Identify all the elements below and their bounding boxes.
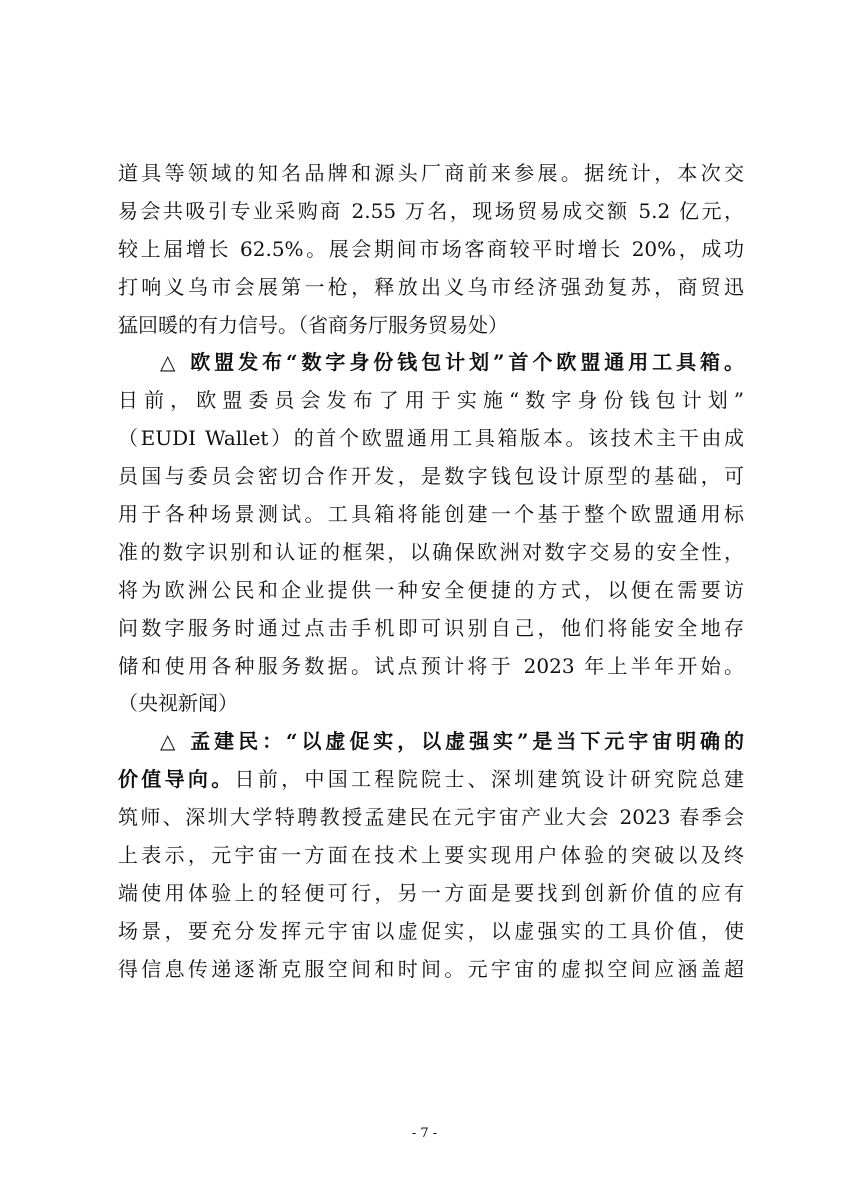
text-line [118,572,744,610]
text-line [118,913,744,951]
text-line [118,951,744,989]
line-text: 端使用体验上的轻便可行，另一方面是要找到创新价值的应有 [118,880,744,905]
line-text: 员国与委员会密切合作开发，是数字钱包设计原型的基础，可 [118,464,744,489]
text-line [118,496,744,534]
text-line [118,382,744,420]
line-text: 将为欧洲公民和企业提供一种安全便捷的方式，以便在需要访 [118,577,744,602]
line-text: 打响义乌市会展第一枪，释放出义乌市经济强劲复苏，商贸迅 [118,274,744,299]
text-line [118,723,744,761]
line-text: （EUDI Wallet）的首个欧盟通用工具箱版本。该技术主干由成 [118,426,744,451]
text-line [118,875,744,913]
text-line [118,458,744,496]
line-text: 上表示，元宇宙一方面在技术上要实现用户体验的突破以及终 [118,843,744,868]
text-line [118,648,744,686]
text-line [118,610,744,648]
text-line [118,534,744,572]
line-text: 储和使用各种服务数据。试点预计将于 2023 年上半年开始。 [118,653,744,678]
bold-heading-text: △ 孟建民：“以虚促实，以虚强实”是当下元宇宙明确的 [160,729,744,754]
text-line [118,685,744,723]
line-text: 得信息传递逐渐克服空间和时间。元宇宙的虚拟空间应涵盖超 [118,956,744,981]
line-text: 用于各种场景测试。工具箱将能创建一个基于整个欧盟通用标 [118,502,744,527]
line-text: 筑师、深圳大学特聘教授孟建民在元宇宙产业大会 2023 春季会 [118,805,744,830]
text-line [118,231,744,269]
line-text: 猛回暖的有力信号。（省商务厅服务贸易处） [118,312,508,337]
line-text: 问数字服务时通过点击手机即可识别自己，他们将能安全地存 [118,615,744,640]
text-line [118,193,744,231]
text-line [118,761,744,799]
page-number: - 7 - [411,1126,438,1141]
text-line [118,799,744,837]
text-line [118,307,744,345]
text-line [118,269,744,307]
line-text: 准的数字识别和认证的框架，以确保欧洲对数字交易的安全性， [118,539,744,564]
line-text: 较上届增长 62.5%。展会期间市场客商较平时增长 20%，成功 [118,236,744,261]
line-text: 日前，中国工程院院士、深圳建筑设计研究院总建 [234,767,745,792]
line-text: 道具等领域的知名品牌和源头厂商前来参展。据统计，本次交 [118,161,744,185]
line-text: 日前，欧盟委员会发布了用于实施“数字身份钱包计划” [118,388,744,413]
text-line [118,837,744,875]
text-line [118,420,744,458]
body-text [118,155,744,989]
line-text: 场景，要充分发挥元宇宙以虚促实，以虚强实的工具价值，使 [118,918,744,943]
bold-heading-text: 价值导向。 [118,767,235,792]
line-text: （央视新闻） [118,691,238,716]
text-line [118,344,744,382]
line-text: 易会共吸引专业采购商 2.55 万名，现场贸易成交额 5.2 亿元， [118,198,744,223]
bold-heading-text: △ 欧盟发布“数字身份钱包计划”首个欧盟通用工具箱。 [160,350,744,375]
text-line [118,155,744,193]
